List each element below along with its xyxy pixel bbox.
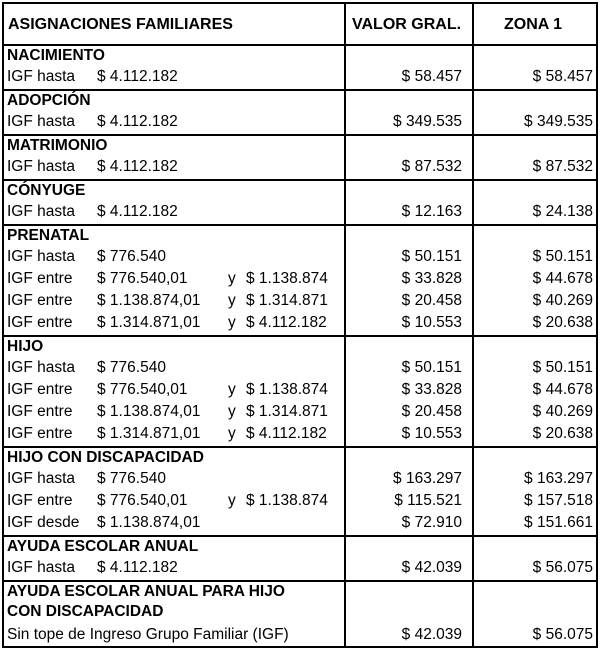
row-range-from: $ 776.540,01 xyxy=(97,492,188,509)
row-range-from: $ 776.540 xyxy=(97,470,166,487)
column-divider xyxy=(344,4,346,646)
section-title: ADOPCIÓN xyxy=(7,92,91,109)
row-range-y: y xyxy=(228,292,236,309)
zona-1-cell: $ 20.638 xyxy=(532,425,593,442)
valor-gral-cell: $ 115.521 xyxy=(394,492,462,509)
row-label: Sin tope de Ingreso Grupo Familiar (IGF) xyxy=(7,626,289,643)
valor-gral-cell: $ 42.039 xyxy=(401,626,462,643)
zona-1-cell: $ 87.532 xyxy=(532,158,593,175)
row-range-from: $ 4.112.182 xyxy=(97,113,178,130)
row-range-to: $ 1.138.874 xyxy=(246,492,328,509)
valor-gral-cell: $ 33.828 xyxy=(401,270,462,287)
row-range-from: $ 1.138.874,01 xyxy=(97,403,201,420)
zona-1-cell: $ 24.138 xyxy=(532,203,593,220)
valor-gral-cell: $ 349.535 xyxy=(393,113,462,130)
valor-gral-cell: $ 20.458 xyxy=(401,292,462,309)
zona-1-cell: $ 50.151 xyxy=(532,359,593,376)
valor-gral-cell: $ 50.151 xyxy=(401,248,462,265)
zona-1-cell: $ 58.457 xyxy=(532,68,593,85)
zona-1-cell: $ 50.151 xyxy=(532,248,593,265)
section-title: AYUDA ESCOLAR ANUAL PARA HIJO xyxy=(7,583,285,600)
zona-1-cell: $ 40.269 xyxy=(532,292,593,309)
row-label: IGF desde xyxy=(7,514,80,531)
header-valor-gral: VALOR GRAL. xyxy=(352,16,462,33)
section-divider xyxy=(4,89,596,91)
row-label: IGF hasta xyxy=(7,113,76,130)
zona-1-cell: $ 56.075 xyxy=(532,626,593,643)
row-label: IGF hasta xyxy=(7,203,76,220)
section-title: CÓNYUGE xyxy=(7,182,86,199)
zona-1-cell: $ 44.678 xyxy=(532,381,593,398)
row-label: IGF entre xyxy=(7,381,73,398)
row-range-from: $ 1.314.871,01 xyxy=(97,314,201,331)
section-divider xyxy=(4,224,596,226)
row-range-to: $ 4.112.182 xyxy=(246,425,327,442)
valor-gral-cell: $ 10.553 xyxy=(401,314,462,331)
row-range-y: y xyxy=(228,270,236,287)
row-range-from: $ 4.112.182 xyxy=(97,203,178,220)
valor-gral-cell: $ 42.039 xyxy=(401,559,462,576)
row-range-from: $ 776.540 xyxy=(97,248,166,265)
row-range-y: y xyxy=(228,314,236,331)
valor-gral-cell: $ 50.151 xyxy=(401,359,462,376)
section-title: PRENATAL xyxy=(7,227,90,244)
section-title: AYUDA ESCOLAR ANUAL xyxy=(7,538,199,555)
row-range-to: $ 1.138.874 xyxy=(246,270,328,287)
section-divider xyxy=(4,179,596,181)
valor-gral-cell: $ 10.553 xyxy=(401,425,462,442)
section-title-line2: CON DISCAPACIDAD xyxy=(7,603,164,620)
column-divider xyxy=(472,4,474,646)
row-label: IGF entre xyxy=(7,292,73,309)
zona-1-cell: $ 349.535 xyxy=(524,113,593,130)
header-asignaciones: ASIGNACIONES FAMILIARES xyxy=(8,16,233,33)
row-range-from: $ 4.112.182 xyxy=(97,68,178,85)
row-range-from: $ 776.540,01 xyxy=(97,270,188,287)
row-label: IGF entre xyxy=(7,314,73,331)
zona-1-cell: $ 20.638 xyxy=(532,314,593,331)
row-label: IGF hasta xyxy=(7,158,76,175)
asignaciones-table xyxy=(2,2,598,648)
valor-gral-cell: $ 58.457 xyxy=(401,68,462,85)
row-label: IGF hasta xyxy=(7,248,76,265)
valor-gral-cell: $ 72.910 xyxy=(401,514,462,531)
section-title: HIJO xyxy=(7,338,44,355)
row-range-to: $ 4.112.182 xyxy=(246,314,327,331)
table-frame xyxy=(2,2,598,648)
row-label: IGF entre xyxy=(7,270,73,287)
row-label: IGF hasta xyxy=(7,68,76,85)
row-range-to: $ 1.314.871 xyxy=(246,403,328,420)
section-title: MATRIMONIO xyxy=(7,137,108,154)
zona-1-cell: $ 151.661 xyxy=(524,514,593,531)
row-range-from: $ 4.112.182 xyxy=(97,158,178,175)
header-zona-1: ZONA 1 xyxy=(504,16,563,33)
valor-gral-cell: $ 33.828 xyxy=(401,381,462,398)
row-label: IGF hasta xyxy=(7,359,76,376)
row-range-from: $ 4.112.182 xyxy=(97,559,178,576)
zona-1-cell: $ 163.297 xyxy=(524,470,593,487)
zona-1-cell: $ 56.075 xyxy=(532,559,593,576)
row-range-to: $ 1.138.874 xyxy=(246,381,328,398)
row-range-y: y xyxy=(228,425,236,442)
row-range-from: $ 1.138.874,01 xyxy=(97,292,201,309)
row-range-y: y xyxy=(228,381,236,398)
valor-gral-cell: $ 87.532 xyxy=(401,158,462,175)
row-label: IGF hasta xyxy=(7,559,76,576)
row-label: IGF entre xyxy=(7,425,73,442)
row-range-from: $ 776.540 xyxy=(97,359,166,376)
row-label: IGF entre xyxy=(7,492,73,509)
valor-gral-cell: $ 20.458 xyxy=(401,403,462,420)
row-label: IGF hasta xyxy=(7,470,76,487)
row-label: IGF entre xyxy=(7,403,73,420)
section-divider xyxy=(4,335,596,337)
section-title: NACIMIENTO xyxy=(7,47,105,64)
row-range-y: y xyxy=(228,492,236,509)
row-range-y: y xyxy=(228,403,236,420)
row-range-from: $ 1.314.871,01 xyxy=(97,425,201,442)
zona-1-cell: $ 40.269 xyxy=(532,403,593,420)
section-title: HIJO CON DISCAPACIDAD xyxy=(7,449,204,466)
zona-1-cell: $ 44.678 xyxy=(532,270,593,287)
row-range-from: $ 1.138.874,01 xyxy=(97,514,201,531)
row-range-from: $ 776.540,01 xyxy=(97,381,188,398)
valor-gral-cell: $ 12.163 xyxy=(401,203,462,220)
zona-1-cell: $ 157.518 xyxy=(524,492,593,509)
valor-gral-cell: $ 163.297 xyxy=(393,470,462,487)
row-range-to: $ 1.314.871 xyxy=(246,292,328,309)
